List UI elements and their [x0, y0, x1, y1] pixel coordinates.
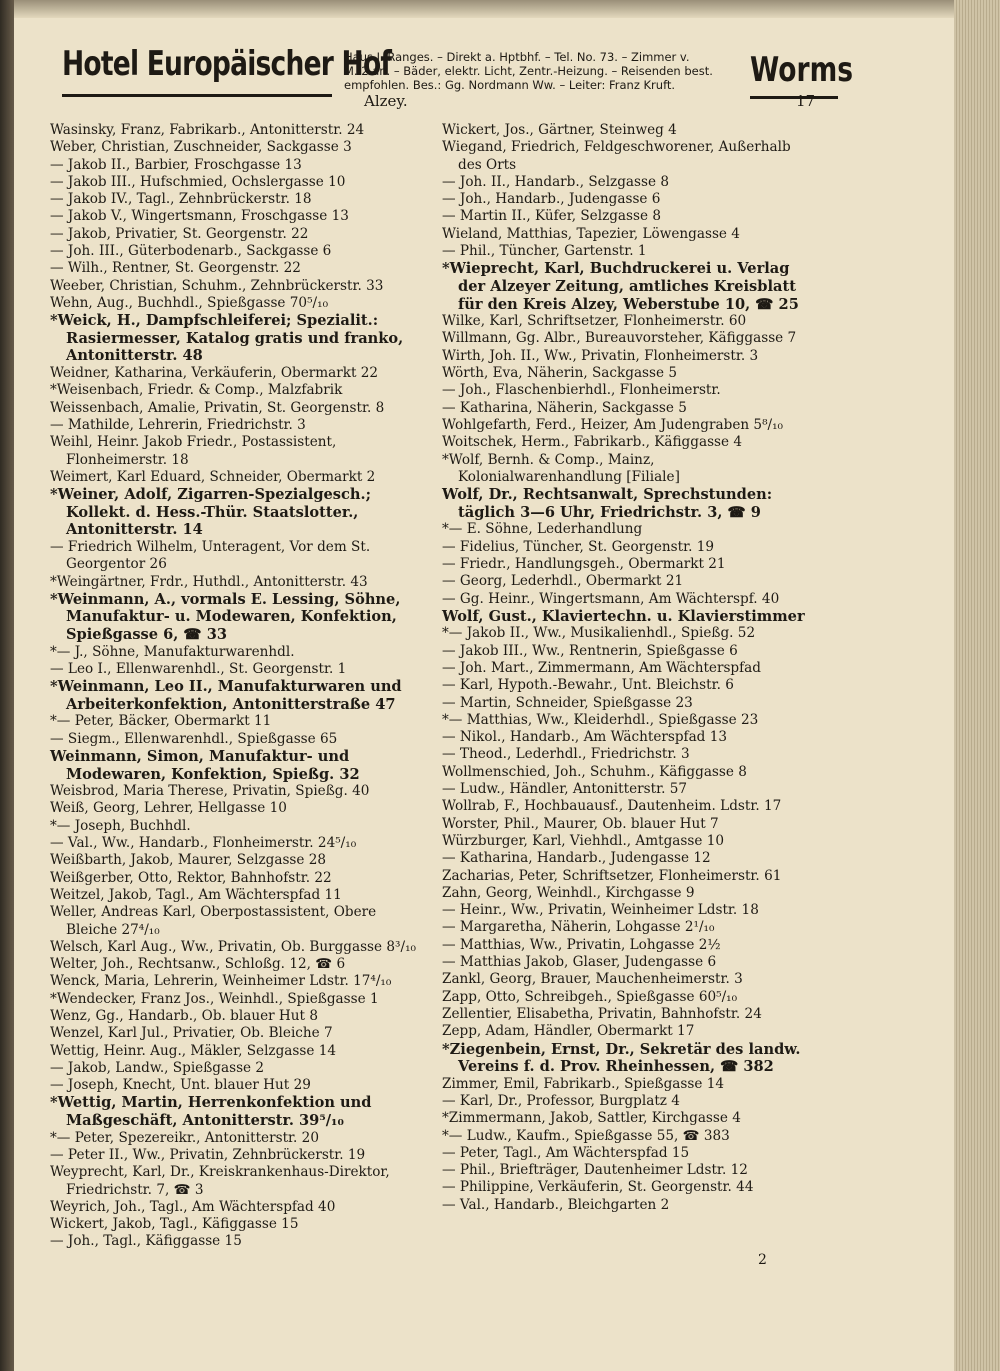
place-heading: Alzey.: [364, 92, 408, 110]
page-number: 17: [796, 92, 816, 110]
directory-entry: — Heinr., Ww., Privatin, Weinheimer Ldstr. 18: [442, 902, 759, 919]
directory-page: [14, 0, 954, 1371]
directory-entry: — Leo I., Ellenwarenhdl., St. Georgenstr. 1: [50, 660, 347, 677]
directory-entry: *Weingärtner, Frdr., Huthdl., Antonitterstr. 43: [50, 573, 368, 590]
directory-entry: — Matthias Jakob, Glaser, Judengasse 6: [442, 954, 717, 971]
directory-entry: — Peter II., Ww., Privatin, Zehnbrückerstr. 19: [50, 1146, 366, 1163]
directory-entry: Wenck, Maria, Lehrerin, Weinheimer Ldstr. 17⁴/₁₀: [50, 973, 392, 990]
directory-entry: *— Peter, Bäcker, Obermarkt 11: [50, 713, 272, 730]
directory-entry: Zimmer, Emil, Fabrikarb., Spießgasse 14: [442, 1075, 724, 1092]
directory-entry: — Katharina, Handarb., Judengasse 12: [442, 850, 711, 867]
directory-entry: — Joh. II., Handarb., Selzgasse 8: [442, 173, 669, 190]
directory-entry: — Phil., Briefträger, Dautenheimer Ldstr. 12: [442, 1162, 748, 1179]
directory-entry: — Jakob II., Barbier, Froschgasse 13: [50, 156, 302, 173]
city-name: Worms: [750, 50, 854, 90]
directory-entry: Würzburger, Karl, Viehhdl., Amtgasse 10: [442, 832, 725, 849]
directory-entry: Woitschek, Herm., Fabrikarb., Käfiggasse 4: [442, 434, 743, 451]
directory-entry: *Wendecker, Franz Jos., Weinhdl., Spießgasse 1: [50, 990, 379, 1007]
directory-entry: Wehn, Aug., Buchhdl., Spießgasse 70⁵/₁₀: [50, 294, 329, 311]
directory-entry: Weyprecht, Karl, Dr., Kreiskrankenhaus-Direktor, Friedrichstr. 7, ☎ 3: [50, 1164, 390, 1198]
hotel-info-line: Haus I. Ranges. – Direkt a. Hptbhf. – Tel. No. 73. – Zimmer v.: [344, 50, 690, 64]
directory-entry: *— Peter, Spezereikr., Antonitterstr. 20: [50, 1129, 319, 1146]
directory-entry: — Karl, Dr., Professor, Burgplatz 4: [442, 1093, 680, 1109]
directory-entry: — Friedrich Wilhelm, Unteragent, Vor dem St. Georgentor 26: [50, 538, 371, 573]
directory-entry: Weidner, Katharina, Verkäuferin, Obermarkt 22: [50, 365, 379, 382]
directory-entry: *Weiner, Adolf, Zigarren-Spezialgesch.; Kollekt. d. Hess.-Thür. Staatslotter., Antonitterstr. 14: [50, 486, 371, 539]
directory-entry: — Katharina, Näherin, Sackgasse 5: [442, 399, 687, 416]
directory-entry: *— Jakob II., Ww., Musikalienhdl., Spießg. 52: [442, 625, 756, 642]
directory-entry: — Jakob, Privatier, St. Georgenstr. 22: [50, 225, 309, 242]
directory-entry: Welter, Joh., Rechtsanw., Schloßg. 12, ☎ 6: [50, 956, 346, 973]
hotel-info-line: M. 2 an. – Bäder, elektr. Licht, Zentr.-Heizung. – Reisenden best.: [344, 64, 713, 78]
hotel-name: Hotel Europäischer Hof: [62, 44, 392, 84]
directory-entry: Weller, Andreas Karl, Oberpostassistent, Obere Bleiche 27⁴/₁₀: [50, 904, 377, 938]
directory-entry: — Georg, Lederhdl., Obermarkt 21: [442, 573, 684, 590]
directory-entry: Zankl, Georg, Brauer, Mauchenheimerstr. 3: [442, 971, 743, 988]
directory-entry: Weißgerber, Otto, Rektor, Bahnhofstr. 22: [50, 869, 332, 886]
directory-entry: — Ludw., Händler, Antonitterstr. 57: [442, 781, 688, 798]
directory-entry: — Peter, Tagl., Am Wächterspfad 15: [442, 1144, 690, 1161]
directory-entry: Wettig, Heinr. Aug., Mäkler, Selzgasse 14: [50, 1042, 336, 1059]
directory-entry: — Joh., Handarb., Judengasse 6: [442, 191, 661, 208]
directory-entry: — Jakob, Landw., Spießgasse 2: [50, 1059, 265, 1076]
directory-entry: — Margaretha, Näherin, Lohgasse 2¹/₁₀: [442, 919, 715, 936]
hotel-name-underline: [62, 94, 332, 97]
directory-entry: Zepp, Adam, Händler, Obermarkt 17: [442, 1023, 695, 1040]
directory-entry: Wickert, Jos., Gärtner, Steinweg 4: [442, 122, 677, 138]
directory-entry: — Jakob V., Wingertsmann, Froschgasse 13: [50, 208, 349, 225]
directory-entry: *Weisenbach, Friedr. & Comp., Malzfabrik: [50, 382, 343, 399]
directory-entry: Weber, Christian, Zuschneider, Sackgasse 3: [50, 139, 352, 156]
directory-entry: *— Matthias, Ww., Kleiderhdl., Spießgasse 23: [442, 711, 759, 728]
directory-entry: Wohlgefarth, Ferd., Heizer, Am Judengraben 5⁸/₁₀: [442, 416, 784, 433]
book-spine: [0, 0, 14, 1371]
directory-entry: Weissenbach, Amalie, Privatin, St. Georgenstr. 8: [50, 399, 385, 416]
directory-entry: Wenzel, Karl Jul., Privatier, Ob. Bleiche 7: [50, 1025, 333, 1042]
top-binding-strip: [14, 0, 954, 18]
directory-entry: Worster, Phil., Maurer, Ob. blauer Hut 7: [442, 815, 719, 832]
directory-entry: Wieland, Matthias, Tapezier, Löwengasse 4: [442, 225, 740, 242]
page-edges: [954, 0, 1000, 1371]
directory-entry: Zapp, Otto, Schreibgeh., Spießgasse 60⁵/₁₀: [442, 988, 738, 1005]
directory-entry: Wollrab, F., Hochbauausf., Dautenheim. Ldstr. 17: [442, 798, 782, 815]
directory-entry: *— E. Söhne, Lederhandlung: [442, 521, 643, 538]
directory-entry: *Weick, H., Dampfschleiferei; Spezialit.: Rasiermesser, Katalog gratis und franko, Antonitterstr. 48: [50, 312, 404, 365]
directory-entry: *Wieprecht, Karl, Buchdruckerei u. Verlag der Alzeyer Zeitung, amtliches Kreisblatt für den Kreis Alzey, Weberstube 10, ☎ 25: [442, 260, 799, 313]
directory-entry: — Martin II., Küfer, Selzgasse 8: [442, 208, 661, 225]
directory-entry: *Weinmann, Leo II., Manufakturwaren und Arbeiterkonfektion, Antonitterstraße 47: [50, 678, 402, 713]
directory-entry: — Jakob III., Ww., Rentnerin, Spießgasse 6: [442, 642, 738, 659]
directory-entry: Willmann, Gg. Albr., Bureauvorsteher, Käfiggasse 7: [442, 330, 797, 347]
directory-entry: Wolf, Dr., Rechtsanwalt, Sprechstunden: täglich 3—6 Uhr, Friedrichstr. 3, ☎ 9: [442, 486, 773, 521]
hotel-info-line: empfohlen. Bes.: Gg. Nordmann Ww. – Leiter: Franz Kruft.: [344, 78, 676, 92]
directory-entry: Weitzel, Jakob, Tagl., Am Wächterspfad 11: [50, 886, 342, 903]
right-column: [442, 122, 810, 1214]
directory-entry: Weeber, Christian, Schuhm., Zehnbrückerstr. 33: [50, 277, 384, 294]
directory-entry: Wolf, Gust., Klaviertechn. u. Klavierstimmer: [442, 607, 805, 625]
directory-entry: — Martin, Schneider, Spießgasse 23: [442, 694, 693, 711]
directory-entry: Weinmann, Simon, Manufaktur- und Modewaren, Konfektion, Spießg. 32: [50, 747, 360, 783]
directory-entry: — Jakob IV., Tagl., Zehnbrückerstr. 18: [50, 191, 312, 208]
directory-entry: Weimert, Karl Eduard, Schneider, Obermarkt 2: [50, 468, 376, 485]
directory-entry: — Phil., Tüncher, Gartenstr. 1: [442, 243, 647, 260]
directory-entry: Weiß, Georg, Lehrer, Hellgasse 10: [50, 800, 287, 817]
directory-entry: — Friedr., Handlungsgeh., Obermarkt 21: [442, 555, 726, 572]
directory-entry: Wenz, Gg., Handarb., Ob. blauer Hut 8: [50, 1008, 318, 1024]
directory-entry: — Mathilde, Lehrerin, Friedrichstr. 3: [50, 416, 306, 433]
directory-entry: *— J., Söhne, Manufakturwarenhdl.: [50, 643, 295, 660]
directory-entry: Wilke, Karl, Schriftsetzer, Flonheimerstr. 60: [442, 313, 747, 330]
hotel-info: [344, 50, 784, 92]
left-column: [50, 122, 418, 1251]
directory-entry: Weihl, Heinr. Jakob Friedr., Postassistent, Flonheimerstr. 18: [50, 434, 337, 468]
directory-entry: Wirth, Joh. II., Ww., Privatin, Flonheimerstr. 3: [442, 347, 759, 364]
directory-entry: Wiegand, Friedrich, Feldgeschworener, Außerhalb des Orts: [442, 139, 791, 173]
directory-entry: Wollmenschied, Joh., Schuhm., Käfiggasse 8: [442, 763, 747, 780]
directory-entry: *Wettig, Martin, Herrenkonfektion und Maßgeschäft, Antonitterstr. 39⁵/₁₀: [50, 1094, 372, 1130]
directory-entry: *Zimmermann, Jakob, Sattler, Kirchgasse 4: [442, 1110, 741, 1127]
directory-entry: Zahn, Georg, Weinhdl., Kirchgasse 9: [442, 884, 695, 901]
directory-entry: *Wolf, Bernh. & Comp., Mainz, Kolonialwarenhandlung [Filiale]: [442, 451, 680, 485]
directory-entry: — Wilh., Rentner, St. Georgenstr. 22: [50, 260, 301, 277]
directory-entry: — Gg. Heinr., Wingertsmann, Am Wächterspf. 40: [442, 590, 780, 607]
directory-entry: — Joh., Tagl., Käfiggasse 15: [50, 1233, 242, 1250]
directory-entry: Welsch, Karl Aug., Ww., Privatin, Ob. Burggasse 8³/₁₀: [50, 938, 416, 955]
directory-entry: — Joh., Flaschenbierhdl., Flonheimerstr.: [442, 382, 721, 399]
directory-entry: — Nikol., Handarb., Am Wächterspfad 13: [442, 729, 728, 746]
directory-entry: Weißbarth, Jakob, Maurer, Selzgasse 28: [50, 852, 327, 869]
directory-entry: Zacharias, Peter, Schriftsetzer, Flonheimerstr. 61: [442, 867, 782, 884]
directory-entry: — Karl, Hypoth.-Bewahr., Unt. Bleichstr. 6: [442, 677, 734, 694]
directory-entry: *Weinmann, A., vormals E. Lessing, Söhne, Manufaktur- u. Modewaren, Konfektion, Spießgasse 6, ☎ 33: [50, 590, 401, 643]
directory-entry: — Val., Handarb., Bleichgarten 2: [442, 1196, 670, 1213]
directory-entry: — Matthias, Ww., Privatin, Lohgasse 2½: [442, 936, 721, 953]
directory-entry: — Fidelius, Tüncher, St. Georgenstr. 19: [442, 538, 715, 555]
directory-entry: Zellentier, Elisabetha, Privatin, Bahnhofstr. 24: [442, 1005, 762, 1022]
directory-entry: — Joh. Mart., Zimmermann, Am Wächterspfad: [442, 659, 761, 676]
directory-entry: — Theod., Lederhdl., Friedrichstr. 3: [442, 746, 690, 763]
directory-entry: — Siegm., Ellenwarenhdl., Spießgasse 65: [50, 730, 338, 747]
directory-entry: Wörth, Eva, Näherin, Sackgasse 5: [442, 365, 678, 382]
directory-entry: *— Joseph, Buchhdl.: [50, 817, 191, 834]
directory-entry: — Val., Ww., Handarb., Flonheimerstr. 24⁵/₁₀: [50, 835, 357, 852]
directory-entry: — Joh. III., Güterbodenarb., Sackgasse 6: [50, 243, 332, 260]
directory-entry: — Joseph, Knecht, Unt. blauer Hut 29: [50, 1077, 311, 1094]
directory-entry: Weisbrod, Maria Therese, Privatin, Spießg. 40: [50, 783, 370, 800]
sheet-number: 2: [758, 1252, 767, 1268]
directory-entry: Wickert, Jakob, Tagl., Käfiggasse 15: [50, 1216, 299, 1233]
city-name-underline: [750, 96, 838, 99]
directory-entry: *— Ludw., Kaufm., Spießgasse 55, ☎ 383: [442, 1127, 730, 1144]
directory-entry: Wasinsky, Franz, Fabrikarb., Antonitterstr. 24: [50, 122, 365, 138]
advertisement-header: [62, 44, 854, 100]
directory-entry: — Jakob III., Hufschmied, Ochslergasse 10: [50, 173, 346, 190]
directory-entry: — Philippine, Verkäuferin, St. Georgenstr. 44: [442, 1179, 754, 1196]
directory-entry: *Ziegenbein, Ernst, Dr., Sekretär des landw. Vereins f. d. Prov. Rheinhessen, ☎ 382: [442, 1040, 801, 1076]
directory-entry: Weyrich, Joh., Tagl., Am Wächterspfad 40: [50, 1198, 336, 1215]
